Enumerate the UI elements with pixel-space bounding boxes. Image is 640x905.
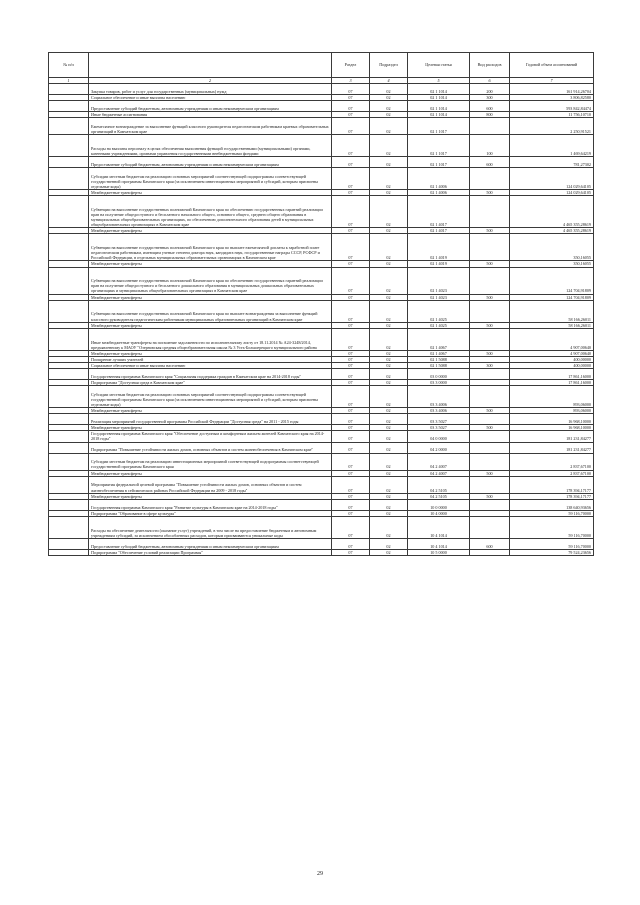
- row-target-article-cell: 02 1 4067: [408, 328, 470, 350]
- row-number-cell: [49, 516, 89, 538]
- budget-sheet: [48, 52, 593, 860]
- row-target-article-cell: 02 1 5088: [408, 362, 470, 368]
- row-target-article-cell: 02 1 4019: [408, 261, 470, 267]
- table-row: [49, 267, 594, 294]
- row-name-cell: Субвенции на выполнение государственных полномочий Камчатского края по обеспечению государственных гарантий реализации прав на получение общедоступного и бесплатного дошкольного образования в муниципальных дошкольных образовательных организациях и муниципальных общеобразовательных организациях в Камчатском крае: [89, 267, 332, 294]
- row-expense-type-cell: [470, 453, 510, 470]
- row-amount-cell: 3 806,82580: [510, 95, 594, 101]
- row-name-cell: Подпрограмма "Обеспечение условий реализации Программы": [89, 549, 332, 555]
- row-section-cell: 07: [332, 228, 370, 234]
- row-number-cell: [49, 101, 89, 112]
- row-expense-type-cell: [470, 234, 510, 261]
- table-row: [49, 431, 594, 442]
- row-target-article-cell: 04 0 0000: [408, 431, 470, 442]
- table-row: [49, 84, 594, 95]
- row-number-cell: [49, 499, 89, 510]
- row-target-article-cell: 02 1 4025: [408, 322, 470, 328]
- index-cell: 7: [510, 78, 594, 84]
- row-section-cell: 07: [332, 101, 370, 112]
- row-name-cell: Социальное обеспечение и иные выплаты населению: [89, 362, 332, 368]
- row-number-cell: [49, 328, 89, 350]
- row-subsection-cell: 02: [370, 516, 408, 538]
- row-subsection-cell: 02: [370, 328, 408, 350]
- row-amount-cell: 124 704,91809: [510, 267, 594, 294]
- row-section-cell: 07: [332, 157, 370, 168]
- row-expense-type-cell: 500: [470, 493, 510, 499]
- row-target-article-cell: 03 3 4006: [408, 408, 470, 414]
- page-number: 29: [317, 871, 323, 877]
- row-number-cell: [49, 386, 89, 408]
- table-row: [49, 516, 594, 538]
- row-number-cell: [49, 549, 89, 555]
- row-section-cell: 07: [332, 549, 370, 555]
- table-row: [49, 300, 594, 322]
- row-number-cell: [49, 168, 89, 190]
- row-section-cell: 07: [332, 431, 370, 442]
- row-number-cell: [49, 196, 89, 228]
- row-amount-cell: 2 837,67100: [510, 453, 594, 470]
- row-subsection-cell: 02: [370, 118, 408, 135]
- row-amount-cell: 16 968,10000: [510, 425, 594, 431]
- row-expense-type-cell: 100: [470, 135, 510, 157]
- table-row: [49, 538, 594, 549]
- row-expense-type-cell: 500: [470, 350, 510, 356]
- row-number-cell: [49, 476, 89, 493]
- row-subsection-cell: 02: [370, 84, 408, 95]
- row-expense-type-cell: [470, 549, 510, 555]
- row-subsection-cell: 02: [370, 431, 408, 442]
- row-name-cell: Государственная программа Камчатского края "Развитие культуры в Камчатском крае на 2014-2018 годы": [89, 499, 332, 510]
- row-number-cell: [49, 135, 89, 157]
- row-subsection-cell: 02: [370, 228, 408, 234]
- row-section-cell: 07: [332, 190, 370, 196]
- index-cell: 5: [408, 78, 470, 84]
- table-row: [49, 118, 594, 135]
- row-amount-cell: 59 116,70000: [510, 510, 594, 516]
- header-name: [89, 53, 332, 78]
- row-amount-cell: 4 907,00640: [510, 328, 594, 350]
- row-name-cell: Мероприятия федеральной целевой программы "Повышение устойчивости жилых домов, основных объектов и систем жизнеобеспечения в сейсмических районах Российской Федерации на 2009 - 2018 годы": [89, 476, 332, 493]
- header-number: № п/п: [49, 53, 89, 78]
- row-section-cell: 07: [332, 300, 370, 322]
- row-name-cell: Предоставление субсидий бюджетным, автономным учреждениям и иным некоммерческим организациям: [89, 538, 332, 549]
- row-amount-cell: 79 524,23656: [510, 549, 594, 555]
- row-subsection-cell: 02: [370, 267, 408, 294]
- row-expense-type-cell: [470, 196, 510, 228]
- row-name-cell: Иные межбюджетные трансферты на погашение задолженности по исполнительному листу от 18.11.2014 № А24-3248/2014, предъявленному к МАОУ "Озерновская средняя общеобразовательная школа № 3 Усть-Большерецкого муниципального района: [89, 328, 332, 350]
- row-amount-cell: 178 394,17177: [510, 493, 594, 499]
- budget-table: [48, 52, 594, 556]
- row-name-cell: Субсидии местным бюджетам на реализацию основных мероприятий соответствующей подпрограммы соответствующей государственной программы Камчатского края (за исключением инвестиционных мероприятий и субсидий, которым присвоены отдельные коды): [89, 386, 332, 408]
- row-subsection-cell: 02: [370, 493, 408, 499]
- row-subsection-cell: 02: [370, 470, 408, 476]
- row-section-cell: 07: [332, 328, 370, 350]
- row-target-article-cell: 04 2 0000: [408, 442, 470, 453]
- row-amount-cell: 181 231,84277: [510, 431, 594, 442]
- row-target-article-cell: 02 1 4025: [408, 300, 470, 322]
- row-target-article-cell: 02 1 1014: [408, 95, 470, 101]
- row-name-cell: Межбюджетные трансферты: [89, 190, 332, 196]
- row-section-cell: 07: [332, 442, 370, 453]
- row-target-article-cell: 04 2 5105: [408, 493, 470, 499]
- row-section-cell: 07: [332, 386, 370, 408]
- index-cell: 3: [332, 78, 370, 84]
- row-name-cell: Ежемесячное вознаграждение за выполнение функций классного руководителя педагогическим работникам краевых образовательных организаций в Камчатском крае: [89, 118, 332, 135]
- row-name-cell: Межбюджетные трансферты: [89, 294, 332, 300]
- row-subsection-cell: 02: [370, 499, 408, 510]
- row-amount-cell: 16 968,10000: [510, 414, 594, 425]
- row-section-cell: 07: [332, 112, 370, 118]
- row-name-cell: Государственная программа Камчатского края "Обеспечение доступным и комфортным жильем жителей Камчатского края на 2014-2018 годы": [89, 431, 332, 442]
- row-target-article-cell: 02 1 1014: [408, 101, 470, 112]
- row-expense-type-cell: 500: [470, 294, 510, 300]
- row-section-cell: 07: [332, 196, 370, 228]
- row-subsection-cell: 02: [370, 549, 408, 555]
- row-expense-type-cell: [470, 499, 510, 510]
- header-row: [49, 53, 594, 78]
- table-row: [49, 386, 594, 408]
- row-subsection-cell: 02: [370, 408, 408, 414]
- table-row: [49, 499, 594, 510]
- row-target-article-cell: 03 0 0000: [408, 369, 470, 380]
- row-name-cell: Предоставление субсидий бюджетным, автономным учреждениям и иным некоммерческим организациям: [89, 101, 332, 112]
- header-subsection: Подраздел: [370, 53, 408, 78]
- row-number-cell: [49, 538, 89, 549]
- row-name-cell: Расходы на выплаты персоналу в целях обеспечения выполнения функций государственными (муниципальными) органами, казенными учреждениями, органами управления государственными внебюджетными фондами: [89, 135, 332, 157]
- row-subsection-cell: 02: [370, 386, 408, 408]
- row-amount-cell: 350,16055: [510, 234, 594, 261]
- row-section-cell: 07: [332, 95, 370, 101]
- row-expense-type-cell: [470, 300, 510, 322]
- row-expense-type-cell: 600: [470, 101, 510, 112]
- row-target-article-cell: 04 2 4007: [408, 453, 470, 470]
- row-amount-cell: 58 166,26011: [510, 322, 594, 328]
- row-expense-type-cell: 300: [470, 95, 510, 101]
- row-subsection-cell: 02: [370, 322, 408, 328]
- row-target-article-cell: 02 1 1014: [408, 84, 470, 95]
- row-amount-cell: 178 394,17177: [510, 476, 594, 493]
- header-annual-amount: Годовой объем ассигнований: [510, 53, 594, 78]
- row-expense-type-cell: 600: [470, 157, 510, 168]
- row-subsection-cell: 02: [370, 157, 408, 168]
- table-row: [49, 234, 594, 261]
- row-section-cell: 07: [332, 470, 370, 476]
- row-subsection-cell: 02: [370, 101, 408, 112]
- row-target-article-cell: 02 1 5088: [408, 356, 470, 362]
- row-subsection-cell: 02: [370, 453, 408, 470]
- row-subsection-cell: 02: [370, 261, 408, 267]
- row-target-article-cell: 10 4 1014: [408, 516, 470, 538]
- row-section-cell: 07: [332, 380, 370, 386]
- table-row: [49, 453, 594, 470]
- row-name-cell: Межбюджетные трансферты: [89, 493, 332, 499]
- row-amount-cell: 893,06000: [510, 386, 594, 408]
- table-row: [49, 414, 594, 425]
- row-section-cell: 07: [332, 369, 370, 380]
- row-name-cell: Субвенции на выполнение государственных полномочий Камчатского края по обеспечению государственных гарантий реализации прав на получение общедоступного и бесплатного начального общего, основного общего, среднего общего образования в муниципальных общеобразовательных организациях, по обеспечению дополнительного образования детей в муниципальных общеобразовательных организациях в Камчатском крае: [89, 196, 332, 228]
- row-number-cell: [49, 414, 89, 425]
- row-name-cell: Субвенции на выполнение государственных полномочий Камчатского края по выплате ежемесячной доплаты к заработной плате педагогическим работникам, имеющим ученые степени доктора наук, кандидата наук, государственные награды СССР, РСФСР и Российской Федерации, в отдельных муниципальных образовательных организациях в Камчатском крае: [89, 234, 332, 261]
- row-target-article-cell: 02 1 1014: [408, 112, 470, 118]
- row-subsection-cell: 02: [370, 234, 408, 261]
- row-subsection-cell: 02: [370, 414, 408, 425]
- row-name-cell: Межбюджетные трансферты: [89, 261, 332, 267]
- row-subsection-cell: 02: [370, 168, 408, 190]
- row-amount-cell: 59 116,70000: [510, 516, 594, 538]
- row-section-cell: 07: [332, 84, 370, 95]
- row-subsection-cell: 02: [370, 350, 408, 356]
- row-target-article-cell: 02 1 4023: [408, 267, 470, 294]
- row-subsection-cell: 02: [370, 442, 408, 453]
- row-target-article-cell: 04 2 5105: [408, 476, 470, 493]
- row-target-article-cell: 10 0 0000: [408, 499, 470, 510]
- row-subsection-cell: 02: [370, 300, 408, 322]
- row-section-cell: 07: [332, 118, 370, 135]
- row-name-cell: Межбюджетные трансферты: [89, 350, 332, 356]
- row-expense-type-cell: 600: [470, 538, 510, 549]
- row-section-cell: 07: [332, 261, 370, 267]
- row-expense-type-cell: [470, 168, 510, 190]
- row-amount-cell: 400,00000: [510, 356, 594, 362]
- row-section-cell: 07: [332, 267, 370, 294]
- row-expense-type-cell: [470, 431, 510, 442]
- row-subsection-cell: 02: [370, 425, 408, 431]
- row-expense-type-cell: [470, 267, 510, 294]
- row-expense-type-cell: 500: [470, 228, 510, 234]
- row-expense-type-cell: [470, 118, 510, 135]
- row-name-cell: Реализация мероприятий государственной программы Российской Федерации "Доступная среда" на 2011 - 2015 годы: [89, 414, 332, 425]
- row-amount-cell: 4 465 355,28619: [510, 196, 594, 228]
- table-row: [49, 476, 594, 493]
- header-section: Раздел: [332, 53, 370, 78]
- row-expense-type-cell: 500: [470, 408, 510, 414]
- row-amount-cell: 781,27302: [510, 157, 594, 168]
- row-name-cell: Закупка товаров, работ и услуг для государственных (муниципальных) нужд: [89, 84, 332, 95]
- table-row: [49, 369, 594, 380]
- row-target-article-cell: 02 1 1017: [408, 157, 470, 168]
- row-expense-type-cell: 500: [470, 470, 510, 476]
- row-number-cell: [49, 157, 89, 168]
- row-section-cell: 07: [332, 493, 370, 499]
- row-number-cell: [49, 234, 89, 261]
- row-subsection-cell: 02: [370, 369, 408, 380]
- row-subsection-cell: 02: [370, 190, 408, 196]
- row-subsection-cell: 02: [370, 380, 408, 386]
- row-amount-cell: 17 861,16000: [510, 369, 594, 380]
- table-row: [49, 168, 594, 190]
- row-section-cell: 07: [332, 414, 370, 425]
- row-target-article-cell: 02 1 4017: [408, 228, 470, 234]
- row-amount-cell: 161 914,26704: [510, 84, 594, 95]
- row-expense-type-cell: [470, 516, 510, 538]
- row-expense-type-cell: 500: [470, 190, 510, 196]
- row-number-cell: [49, 453, 89, 470]
- index-cell: 4: [370, 78, 408, 84]
- index-cell: 6: [470, 78, 510, 84]
- row-name-cell: Межбюджетные трансферты: [89, 425, 332, 431]
- row-target-article-cell: 02 1 4006: [408, 190, 470, 196]
- row-expense-type-cell: 200: [470, 84, 510, 95]
- row-subsection-cell: 02: [370, 476, 408, 493]
- row-name-cell: Расходы на обеспечение деятельности (оказание услуг) учреждений, в том числе на предоставление бюджетным и автономным учреждениям субсидий, за исключением обособленных расходов, которым присваиваются уникальные коды: [89, 516, 332, 538]
- row-number-cell: [49, 118, 89, 135]
- row-target-article-cell: 02 1 4023: [408, 294, 470, 300]
- row-number-cell: [49, 267, 89, 294]
- row-name-cell: Межбюджетные трансферты: [89, 470, 332, 476]
- row-section-cell: 07: [332, 234, 370, 261]
- row-section-cell: 07: [332, 356, 370, 362]
- row-target-article-cell: 02 1 4019: [408, 234, 470, 261]
- row-target-article-cell: 02 1 1017: [408, 135, 470, 157]
- row-number-cell: [49, 300, 89, 322]
- row-expense-type-cell: 500: [470, 425, 510, 431]
- row-section-cell: 07: [332, 362, 370, 368]
- header-target-article: Целевая статья: [408, 53, 470, 78]
- row-section-cell: 07: [332, 538, 370, 549]
- row-target-article-cell: 10 5 0000: [408, 549, 470, 555]
- row-expense-type-cell: [470, 328, 510, 350]
- row-target-article-cell: 03 3 0000: [408, 380, 470, 386]
- row-amount-cell: 124 029,64105: [510, 168, 594, 190]
- row-name-cell: Подпрограмма "Образование в сфере культуры": [89, 510, 332, 516]
- row-section-cell: 07: [332, 135, 370, 157]
- row-section-cell: 07: [332, 453, 370, 470]
- row-target-article-cell: 10 4 0000: [408, 510, 470, 516]
- row-amount-cell: 593 842,84474: [510, 101, 594, 112]
- table-row: [49, 101, 594, 112]
- row-expense-type-cell: [470, 386, 510, 408]
- table-row: [49, 157, 594, 168]
- row-section-cell: 07: [332, 510, 370, 516]
- row-section-cell: 07: [332, 516, 370, 538]
- row-amount-cell: 138 640,93656: [510, 499, 594, 510]
- row-subsection-cell: 02: [370, 356, 408, 362]
- row-subsection-cell: 02: [370, 95, 408, 101]
- table-row: [49, 196, 594, 228]
- row-number-cell: [49, 369, 89, 380]
- row-amount-cell: 11 756,10710: [510, 112, 594, 118]
- row-name-cell: Субсидии местным бюджетам на реализацию инвестиционных мероприятий соответствующей подпрограммы соответствующей государственной программы Камчатского края: [89, 453, 332, 470]
- row-section-cell: 07: [332, 168, 370, 190]
- row-amount-cell: 181 231,84277: [510, 442, 594, 453]
- row-expense-type-cell: [470, 442, 510, 453]
- row-name-cell: Субвенции на выполнение государственных полномочий Камчатского края по выплате вознаграждения за выполнение функций классного руководителя педагогическим работникам муниципальных образовательных организаций в Камчатском крае: [89, 300, 332, 322]
- row-expense-type-cell: 500: [470, 261, 510, 267]
- row-name-cell: Подпрограмма "Повышение устойчивости жилых домов, основных объектов и систем жизнеобеспечения в Камчатском крае": [89, 442, 332, 453]
- row-expense-type-cell: 300: [470, 362, 510, 368]
- row-section-cell: 07: [332, 294, 370, 300]
- row-expense-type-cell: 500: [470, 322, 510, 328]
- row-target-article-cell: 03 3 4006: [408, 386, 470, 408]
- row-name-cell: Социальное обеспечение и иные выплаты населению: [89, 95, 332, 101]
- row-number-cell: [49, 84, 89, 95]
- row-subsection-cell: 02: [370, 196, 408, 228]
- index-cell: 2: [89, 78, 332, 84]
- row-amount-cell: 2 250,91521: [510, 118, 594, 135]
- header-expense-type: Вид расходов: [470, 53, 510, 78]
- row-section-cell: 07: [332, 499, 370, 510]
- row-section-cell: 07: [332, 322, 370, 328]
- row-target-article-cell: 02 1 4006: [408, 168, 470, 190]
- row-subsection-cell: 02: [370, 362, 408, 368]
- row-amount-cell: 350,16055: [510, 261, 594, 267]
- row-subsection-cell: 02: [370, 510, 408, 516]
- row-amount-cell: 400,00000: [510, 362, 594, 368]
- row-section-cell: 07: [332, 425, 370, 431]
- table-row: [49, 135, 594, 157]
- row-target-article-cell: 03 3 5027: [408, 425, 470, 431]
- row-name-cell: Межбюджетные трансферты: [89, 408, 332, 414]
- row-section-cell: 07: [332, 350, 370, 356]
- row-amount-cell: 124 704,91809: [510, 294, 594, 300]
- row-amount-cell: 17 861,16000: [510, 380, 594, 386]
- row-target-article-cell: 03 3 5027: [408, 414, 470, 425]
- table-row: [49, 328, 594, 350]
- row-target-article-cell: 10 4 1014: [408, 538, 470, 549]
- row-amount-cell: 4 465 355,28619: [510, 228, 594, 234]
- table-row: [49, 442, 594, 453]
- row-number-cell: [49, 431, 89, 442]
- row-subsection-cell: 02: [370, 538, 408, 549]
- row-target-article-cell: 02 1 4017: [408, 196, 470, 228]
- row-number-cell: [49, 442, 89, 453]
- table-row: [49, 549, 594, 555]
- row-subsection-cell: 02: [370, 294, 408, 300]
- row-name-cell: Государственная программа Камчатского края "Социальная поддержка граждан в Камчатском крае на 2014-2018 годы": [89, 369, 332, 380]
- row-name-cell: Поощрение лучших учителей: [89, 356, 332, 362]
- row-subsection-cell: 02: [370, 112, 408, 118]
- row-section-cell: 07: [332, 476, 370, 493]
- row-amount-cell: 893,06000: [510, 408, 594, 414]
- row-amount-cell: 58 166,26011: [510, 300, 594, 322]
- row-name-cell: Подпрограмма "Доступная среда в Камчатском крае": [89, 380, 332, 386]
- row-name-cell: Межбюджетные трансферты: [89, 228, 332, 234]
- row-amount-cell: 2 837,67100: [510, 470, 594, 476]
- row-amount-cell: 124 029,64105: [510, 190, 594, 196]
- row-subsection-cell: 02: [370, 135, 408, 157]
- row-expense-type-cell: [470, 476, 510, 493]
- row-amount-cell: 1 469,64219: [510, 135, 594, 157]
- row-name-cell: Межбюджетные трансферты: [89, 322, 332, 328]
- row-expense-type-cell: [470, 369, 510, 380]
- row-section-cell: 07: [332, 408, 370, 414]
- row-expense-type-cell: [470, 414, 510, 425]
- row-expense-type-cell: 800: [470, 112, 510, 118]
- row-name-cell: Иные бюджетные ассигнования: [89, 112, 332, 118]
- row-amount-cell: 59 116,70000: [510, 538, 594, 549]
- row-name-cell: Предоставление субсидий бюджетным, автономным учреждениям и иным некоммерческим организациям: [89, 157, 332, 168]
- index-cell: 1: [49, 78, 89, 84]
- row-target-article-cell: 04 2 4007: [408, 470, 470, 476]
- row-name-cell: Субсидии местным бюджетам на реализацию основных мероприятий соответствующей подпрограммы соответствующей государственной программы Камчатского края (за исключением инвестиционных мероприятий и субсидий, которым присвоены отдельные коды): [89, 168, 332, 190]
- row-target-article-cell: 02 1 1017: [408, 118, 470, 135]
- row-target-article-cell: 02 1 4067: [408, 350, 470, 356]
- row-amount-cell: 4 907,00640: [510, 350, 594, 356]
